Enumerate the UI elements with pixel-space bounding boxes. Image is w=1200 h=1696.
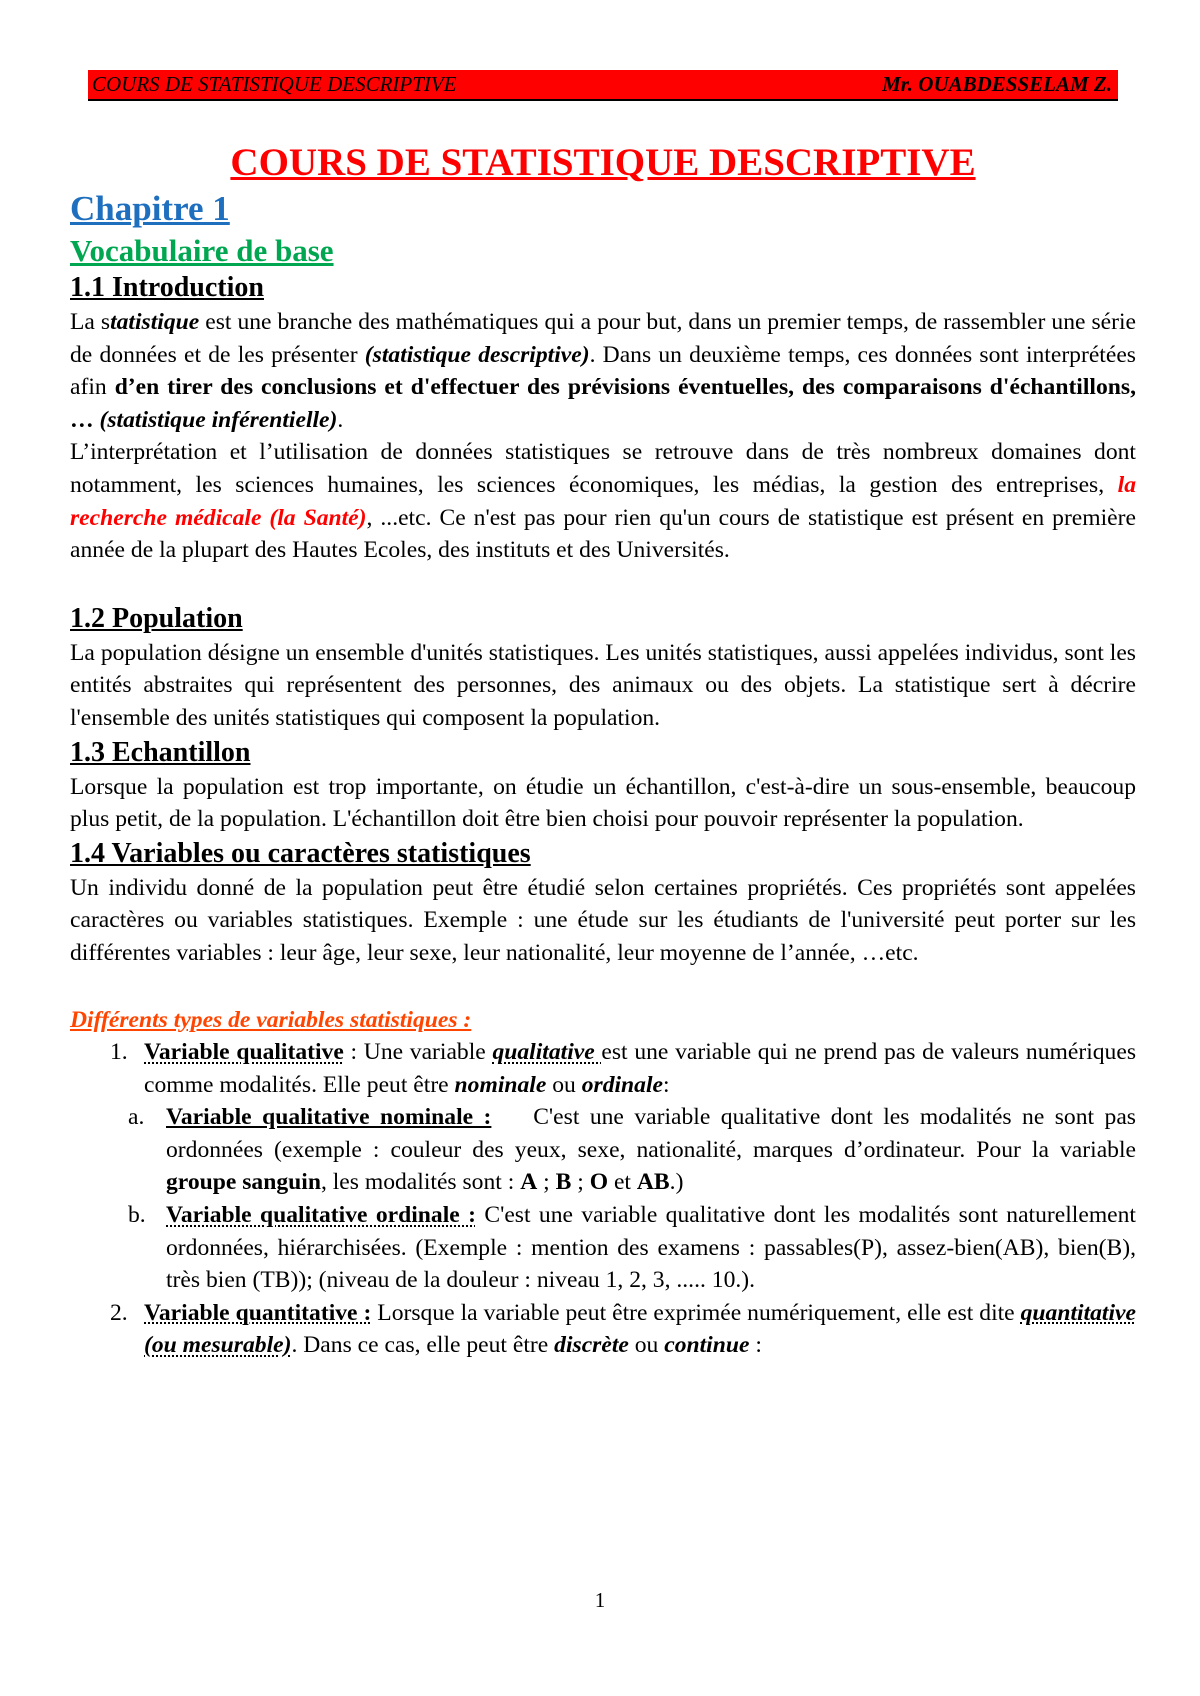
section-heading-population: 1.2 Population <box>70 602 243 634</box>
page-content <box>70 140 1142 1362</box>
section-heading-variables: 1.4 Variables ou caractères statistiques <box>70 837 531 869</box>
header-author: Mr. OUABDESSELAM Z. <box>882 72 1112 96</box>
document-title: COURS DE STATISTIQUE DESCRIPTIVE <box>230 141 976 184</box>
introduction-paragraph-2: L’interprétation et l’utilisation de données statistiques se retrouve dans de très nombreux domaines dont notamment, les sciences humaines, les sciences économiques, les médias, la gestion des entreprises, la recherche médicale (la Santé), ...etc. Ce n'est pas pour rien qu'un cours de statistique est présent en première année de la plupart des Hautes Ecoles, des instituts et des Universités. <box>70 439 1136 564</box>
running-header <box>88 70 1118 101</box>
population-paragraph: La population désigne un ensemble d'unités statistiques. Les unités statistiques, aussi appelées individus, sont les entités abstraites qui représentent des personnes, des animaux ou des objets. La statistique sert à décrire l'ensemble des unités statistiques qui composent la population. <box>70 639 1136 731</box>
introduction-paragraph-1: La statistique est une branche des mathématiques qui a pour but, dans un premier temps, de rassembler une série de données et de les présenter (statistique descriptive). Dans un deuxième temps, ces données sont interprétées afin d’en tirer des conclusions et d'effectuer des prévisions éventuelles, des comparaisons d'échantillons, … (statistique inférentielle). <box>70 309 1137 433</box>
section-heading-echantillon: 1.3 Echantillon <box>70 736 251 768</box>
list-item-qualitative-nominale: a. Variable qualitative nominale : C'est une variable qualitative dont les modalités ne sont pas ordonnées (exemple : couleur des yeux, sexe, nationalité, marques d’ordinateur. Pour la variable groupe sanguin, les modalités sont : A ; B ; O et AB.) <box>128 1104 1142 1196</box>
chapter-heading: Chapitre 1 <box>70 189 230 228</box>
list-item-qualitative: 1. Variable qualitative : Une variable qualitative est une variable qui ne prend pas de valeurs numériques comme modalités. Elle peut être nominale ou ordinale: <box>110 1039 1137 1098</box>
section-heading-introduction: 1.1 Introduction <box>70 272 264 303</box>
variable-types-title: Différents types de variables statistiques : <box>70 1006 472 1033</box>
echantillon-paragraph: Lorsque la population est trop importante, on étudie un échantillon, c'est-à-dire un sous-ensemble, beaucoup plus petit, de la population. L'échantillon doit être bien choisi pour pouvoir représenter la population. <box>70 773 1136 833</box>
chapter-subtitle: Vocabulaire de base <box>70 233 334 268</box>
header-course-title: COURS DE STATISTIQUE DESCRIPTIVE <box>92 72 457 96</box>
list-item-qualitative-ordinale: b. Variable qualitative ordinale : C'est une variable qualitative dont les modalités sont naturellement ordonnées, hiérarchisées. (Exemple : mention des examens : passables(P), assez-bien(AB), bien(B), très bien (TB)); (niveau de la douleur : niveau 1, 2, 3, ..... 10.). <box>128 1202 1136 1294</box>
variables-paragraph: Un individu donné de la population peut être étudié selon certaines propriétés. Ces propriétés sont appelées caractères ou variables statistiques. Exemple : une étude sur les étudiants de l'université peut porter sur les différentes variables : leur âge, leur sexe, leur nationalité, leur moyenne de l’année, …etc. <box>70 874 1136 966</box>
page-number: 1 <box>594 1588 606 1612</box>
list-item-quantitative: 2. Variable quantitative : Lorsque la variable peut être exprimée numériquement, elle est dite quantitative (ou mesurable). Dans ce cas, elle peut être discrète ou continue : <box>110 1299 1136 1359</box>
